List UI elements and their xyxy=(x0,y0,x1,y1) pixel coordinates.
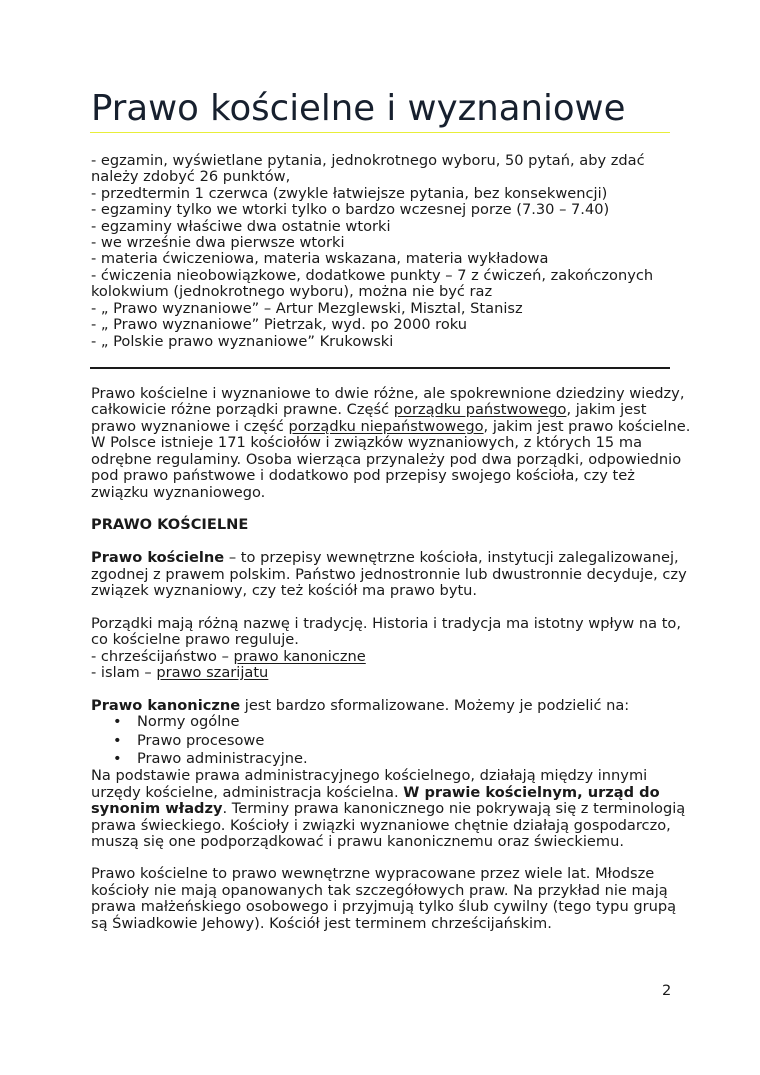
prawo-szarijatu-link[interactable]: prawo szarijatu xyxy=(156,664,269,681)
intro-line: - egzaminy tylko we wtorki tylko o bardzo wczesnej porze (7.30 – 7.40) xyxy=(91,201,610,218)
list-item: Prawo procesowe xyxy=(137,732,265,749)
text-segment: - chrześcijaństwo – xyxy=(91,648,234,665)
porzadek-niepanstwowy-link[interactable]: porządku niepaństwowego xyxy=(288,418,484,435)
text-line xyxy=(91,665,681,681)
prawo-kanoniczne-link[interactable]: prawo kanoniczne xyxy=(233,648,366,665)
text-line: odrębne regulaminy. Osoba wierząca przynależy pod dwa porządki, odpowiednio xyxy=(91,451,682,468)
intro-line: kolokwium (jednokrotnego wyboru), można nie być raz xyxy=(91,283,493,300)
text-bold: synonim władzy xyxy=(91,800,223,817)
intro-line: - materia ćwiczeniowa, materia wskazana, materia wykładowa xyxy=(91,250,549,267)
text-line: W Polsce istnieje 171 kościołów i związków wyznaniowych, z których 15 ma xyxy=(91,434,643,451)
term-bold: Prawo kanoniczne xyxy=(91,697,241,714)
text-line: muszą się one podporządkować i prawu kanonicznemu oraz świeckiemu. xyxy=(91,833,625,850)
text-segment: urzędy kościelne, administracja kościelna. xyxy=(91,784,404,801)
text-line xyxy=(91,402,681,418)
intro-line: - we wrześnie dwa pierwsze wtorki xyxy=(91,234,345,251)
list-item: Normy ogólne xyxy=(137,713,240,730)
page-title: Prawo kościelne i wyznaniowe xyxy=(91,88,626,129)
text-segment: jest bardzo sformalizowane. Możemy je podzielić na: xyxy=(240,697,630,714)
bullet-icon: • xyxy=(113,750,122,767)
text-line: prawa małżeńskiego osobowego i przyjmują tylko ślub cywilny (tego typu grupą xyxy=(91,898,677,915)
intro-line: - „ Polskie prawo wyznaniowe” Krukowski xyxy=(91,333,394,350)
text-line xyxy=(91,785,681,801)
section-divider xyxy=(90,367,670,369)
bullet-icon: • xyxy=(113,713,122,730)
text-segment: prawo wyznaniowe i część xyxy=(91,418,289,435)
bullet-icon: • xyxy=(113,732,122,749)
text-line xyxy=(91,698,681,714)
text-segment: całkowicie różne porządki prawne. Część xyxy=(91,401,394,418)
text-line: co kościelne prawo reguluje. xyxy=(91,631,299,648)
text-line xyxy=(91,550,681,566)
text-line: Na podstawie prawa administracyjnego kościelnego, działają między innymi xyxy=(91,767,648,784)
text-line xyxy=(91,800,686,817)
text-line: związku wyznaniowego. xyxy=(91,484,266,501)
text-line: Prawo kościelne i wyznaniowe to dwie różne, ale spokrewnione dziedziny wiedzy, xyxy=(91,385,685,402)
intro-line: należy zdobyć 26 punktów, xyxy=(91,168,291,185)
term-bold: Prawo kościelne xyxy=(91,549,225,566)
list-item: Prawo administracyjne. xyxy=(137,750,308,767)
text-segment: , jakim jest xyxy=(566,401,647,418)
section-heading: PRAWO KOŚCIELNE xyxy=(91,516,249,533)
porzadek-panstwowy-link[interactable]: porządku państwowego xyxy=(393,401,567,418)
text-bold: W prawie kościelnym, urząd do xyxy=(403,784,660,801)
text-line: Prawo kościelne to prawo wewnętrzne wypracowane przez wiele lat. Młodsze xyxy=(91,865,655,882)
text-segment: . Terminy prawa kanonicznego nie pokrywają się z terminologią xyxy=(222,800,686,817)
text-line: Porządki mają różną nazwę i tradycję. Historia i tradycja ma istotny wpływ na to, xyxy=(91,615,681,632)
text-line xyxy=(91,649,681,665)
page-number: 2 xyxy=(662,982,672,999)
intro-line: - przedtermin 1 czerwca (zwykle łatwiejsze pytania, bez konsekwencji) xyxy=(91,185,608,202)
text-line xyxy=(91,418,691,435)
text-line: pod prawo państwowe i dodatkowo pod przepisy swojego kościoła, czy też xyxy=(91,467,635,484)
text-line: związek wyznaniowy, czy też kościół ma prawo bytu. xyxy=(91,582,478,599)
text-segment: - islam – xyxy=(91,664,157,681)
text-line: prawa świeckiego. Kościoły i związki wyznaniowe chętnie działają gospodarczo, xyxy=(91,817,671,834)
intro-line: - „ Prawo wyznaniowe” – Artur Mezglewski, Misztal, Stanisz xyxy=(91,300,523,317)
text-line: są Świadkowie Jehowy). Kościół jest terminem chrześcijańskim. xyxy=(91,915,552,932)
intro-line: - ćwiczenia nieobowiązkowe, dodatkowe punkty – 7 z ćwiczeń, zakończonych xyxy=(91,267,654,284)
text-segment: – to przepisy wewnętrzne kościoła, instytucji zalegalizowanej, xyxy=(224,549,679,566)
intro-line: - egzaminy właściwe dwa ostatnie wtorki xyxy=(91,218,391,235)
text-line: kościoły nie mają opanowanych tak szczegółowych praw. Na przykład nie mają xyxy=(91,882,668,899)
intro-line: - „ Prawo wyznaniowe” Pietrzak, wyd. po 2000 roku xyxy=(91,316,468,333)
text-line: zgodnej z prawem polskim. Państwo jednostronnie lub dwustronnie decyduje, czy xyxy=(91,566,687,583)
intro-line: - egzamin, wyświetlane pytania, jednokrotnego wyboru, 50 pytań, aby zdać xyxy=(91,152,645,169)
title-underline xyxy=(90,132,670,133)
text-segment: , jakim jest prawo kościelne. xyxy=(483,418,691,435)
